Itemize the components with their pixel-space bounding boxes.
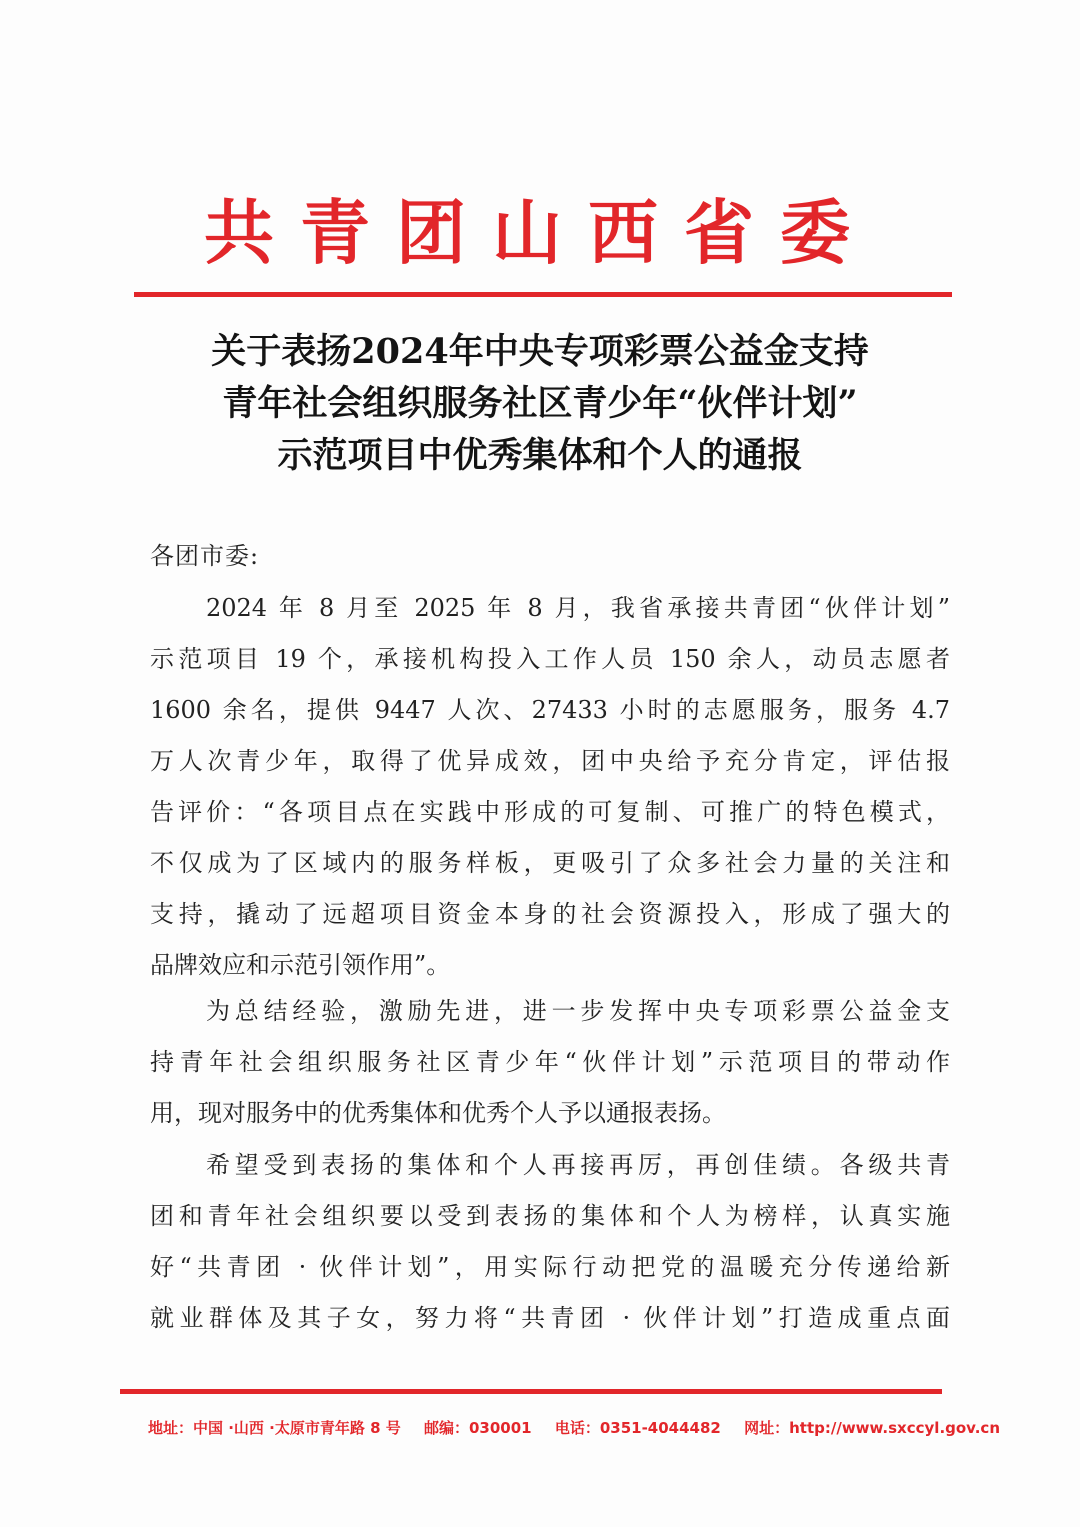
paragraph-line: 万人次青少年，取得了优异成效，团中央给予充分肯定，评估报 (150, 747, 950, 775)
document-title (120, 326, 960, 482)
footer-postcode: 邮编：030001 (423, 1419, 532, 1437)
footer-website: 网址：http://www.sxccyl.gov.cn (744, 1419, 1001, 1437)
footer-red-rule (120, 1389, 942, 1394)
paragraph-line: 2024 年 8 月至 2025 年 8 月，我省承接共青团“伙伴计划” (206, 594, 950, 622)
title-line-2: 青年社会组织服务社区青少年“伙伴计划” (222, 383, 858, 424)
salutation: 各团市委: (150, 542, 260, 570)
footer-address: 地址：中国 ·山西 ·太原市青年路 8 号 (148, 1419, 401, 1437)
paragraph-line: 就业群体及其子女，努力将“共青团 · 伙伴计划”打造成重点面 (150, 1304, 950, 1332)
letterhead-red-rule (134, 292, 952, 297)
title-line-1: 关于表扬2024年中央专项彩票公益金支持 (211, 331, 869, 372)
paragraph-line: 品牌效应和示范引领作用”。 (150, 951, 451, 979)
letterhead-footer (148, 1416, 1001, 1440)
paragraph-line: 团和青年社会组织要以受到表扬的集体和个人为榜样，认真实施 (150, 1202, 950, 1230)
letterhead-org-name: 共青团山西省委 (204, 192, 876, 274)
paragraph-line: 不仅成为了区域内的服务样板，更吸引了众多社会力量的关注和 (150, 849, 950, 877)
paragraph-line: 为总结经验，激励先进，进一步发挥中央专项彩票公益金支 (206, 997, 950, 1025)
paragraph-line: 持青年社会组织服务社区青少年“伙伴计划”示范项目的带动作 (150, 1048, 950, 1076)
paragraph-line: 告评价：“各项目点在实践中形成的可复制、可推广的特色模式， (150, 798, 950, 826)
paragraph-line: 示范项目 19 个，承接机构投入工作人员 150 余人，动员志愿者 (150, 645, 950, 673)
body-paragraph-2 (150, 986, 950, 1139)
paragraph-line: 支持，撬动了远超项目资金本身的社会资源投入，形成了强大的 (150, 900, 950, 928)
paragraph-line: 1600 余名，提供 9447 人次、27433 小时的志愿服务，服务 4.7 (150, 696, 950, 724)
body-paragraph-3 (150, 1140, 950, 1344)
footer-phone: 电话：0351-4044482 (554, 1419, 721, 1437)
paragraph-line: 用，现对服务中的优秀集体和优秀个人予以通报表扬。 (150, 1099, 726, 1127)
paragraph-line: 好“共青团 · 伙伴计划”，用实际行动把党的温暖充分传递给新 (150, 1253, 950, 1281)
body-paragraph-1 (150, 583, 950, 991)
title-line-3: 示范项目中优秀集体和个人的通报 (277, 435, 803, 476)
paragraph-line: 希望受到表扬的集体和个人再接再厉，再创佳绩。各级共青 (206, 1151, 950, 1179)
